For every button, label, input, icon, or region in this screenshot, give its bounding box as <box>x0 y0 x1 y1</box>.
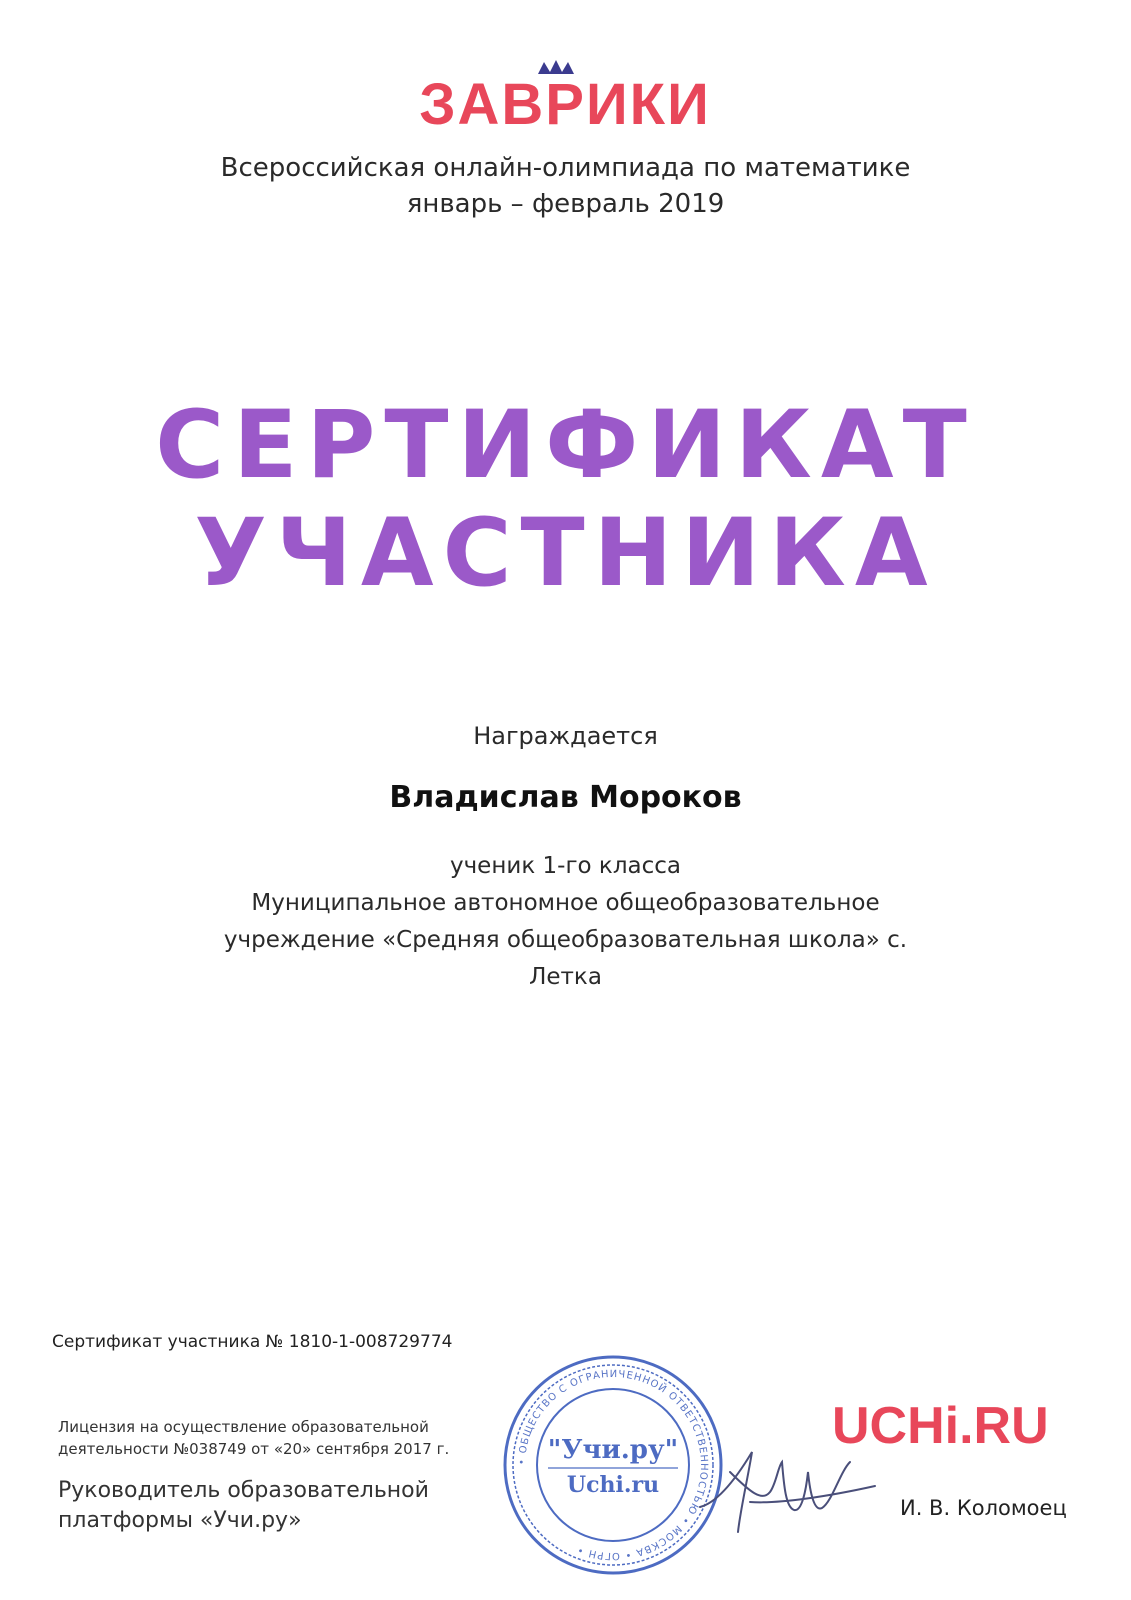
event-title-line2: январь – февраль 2019 <box>406 189 725 219</box>
school-line: учреждение «Средняя общеобразовательная школа» с. <box>223 927 908 953</box>
recipient-name: Владислав Мороков <box>389 780 742 815</box>
license-text <box>58 1416 449 1460</box>
school-line: Летка <box>529 964 602 990</box>
uchi-ru-logo: UCHi.RU <box>832 1397 1049 1455</box>
certificate-heading <box>0 392 1131 608</box>
event-title <box>0 150 1131 222</box>
director-name: И. В. Коломоец <box>900 1496 1067 1520</box>
certificate-number: Сертификат участника № 1810-1-008729774 <box>52 1332 453 1352</box>
recipient-info <box>0 848 1131 996</box>
svg-text:• ОБЩЕСТВО С ОГРАНИЧЕННОЙ ОТВЕ: • ОБЩЕСТВО С ОГРАНИЧЕННОЙ ОТВЕТСТВЕННОСТЬЮ • МОСКВА • ОГРН • <box>516 1368 710 1562</box>
stamp-bottom-text: Uchi.ru <box>566 1472 660 1498</box>
license-line: деятельности №038749 от «20» сентября 2017 г. <box>58 1440 450 1458</box>
zavriki-logo <box>390 56 740 136</box>
recipient-grade: ученик 1-го класса <box>449 853 681 879</box>
school-line: Муниципальное автономное общеобразовательное <box>251 890 880 916</box>
awarded-label: Награждается <box>473 722 658 750</box>
director-title <box>58 1476 429 1536</box>
director-title-line: Руководитель образовательной <box>58 1478 429 1503</box>
heading-line2: УЧАСТНИКА <box>194 499 937 608</box>
stamp-top-text: "Учи.ру" <box>547 1435 679 1465</box>
heading-line1: СЕРТИФИКАТ <box>155 391 976 500</box>
logo-text: ЗАВРИКИ <box>419 72 711 136</box>
license-line: Лицензия на осуществление образовательной <box>58 1418 429 1436</box>
director-title-line: платформы «Учи.ру» <box>58 1508 302 1533</box>
event-title-line1: Всероссийская онлайн-олимпиада по математике <box>220 153 911 183</box>
